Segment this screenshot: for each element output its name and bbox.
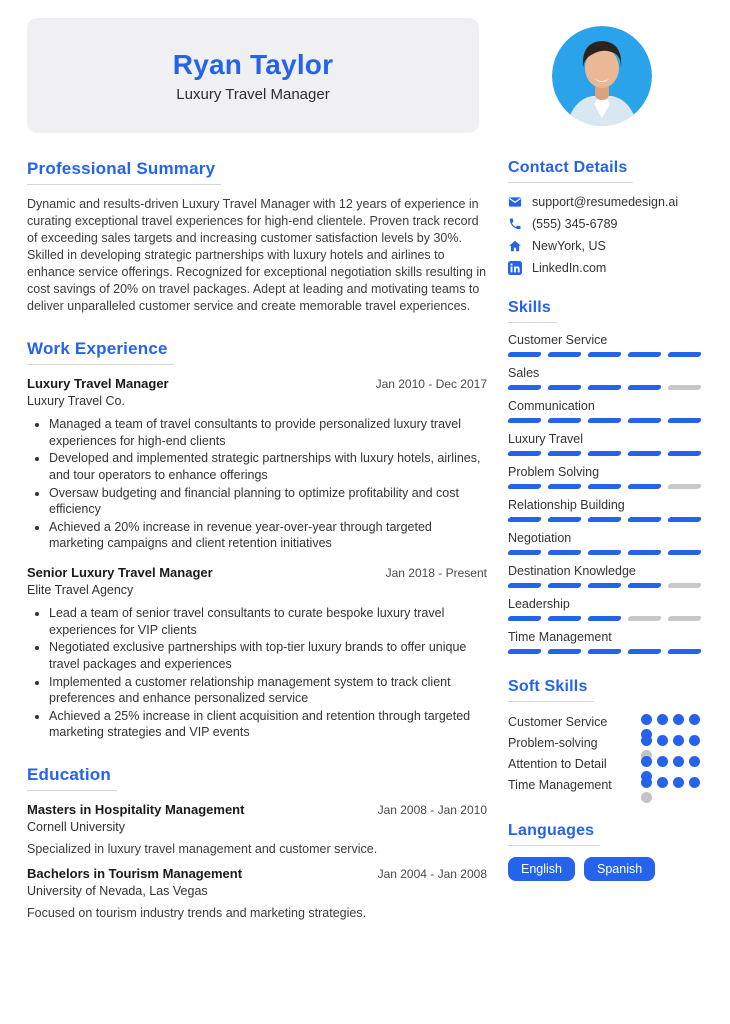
skill-level-meter xyxy=(508,583,703,588)
name-card xyxy=(27,18,479,133)
contact-row-linkedin xyxy=(508,261,703,275)
experience-heading: Work Experience xyxy=(27,339,174,365)
skill-name: Sales xyxy=(508,366,540,380)
skill-name: Negotiation xyxy=(508,531,572,545)
jobs-list xyxy=(27,376,487,741)
soft-skill-dots-meter xyxy=(641,714,703,735)
job-bullet: • Lead a team of senior travel consultants to curate bespoke luxury travel experiences for VIP clients xyxy=(49,605,487,638)
seg-filled xyxy=(587,550,622,555)
seg-filled xyxy=(507,550,542,555)
job-title: Senior Luxury Travel Manager xyxy=(27,565,213,580)
seg-filled xyxy=(547,517,582,522)
seg-filled xyxy=(587,451,622,456)
education-title-row xyxy=(27,802,487,817)
seg-filled xyxy=(507,418,542,423)
skill-level-meter xyxy=(508,418,703,423)
seg-filled xyxy=(627,418,662,423)
section-languages xyxy=(508,822,703,881)
seg-filled xyxy=(587,352,622,357)
skill-row xyxy=(508,630,703,654)
school-name: Cornell University xyxy=(27,820,125,834)
job-title-row xyxy=(27,376,487,391)
email-icon xyxy=(508,195,522,209)
education-title-row xyxy=(27,866,487,881)
seg-filled xyxy=(587,583,622,588)
seg-filled xyxy=(667,517,702,522)
contact-heading: Contact Details xyxy=(508,159,633,183)
education-dates: Jan 2004 - Jan 2008 xyxy=(377,867,487,881)
job-title: Luxury Travel Manager xyxy=(27,376,169,391)
seg-filled xyxy=(587,385,622,390)
seg-filled xyxy=(627,352,662,357)
sidebar-column xyxy=(508,159,703,944)
skill-name: Leadership xyxy=(508,597,570,611)
job-dates: Jan 2010 - Dec 2017 xyxy=(375,377,487,391)
seg-empty xyxy=(667,583,702,588)
seg-filled xyxy=(507,616,542,621)
job-company: Elite Travel Agency xyxy=(27,583,134,597)
seg-filled xyxy=(667,550,702,555)
seg-filled xyxy=(627,484,662,489)
education-dates: Jan 2008 - Jan 2010 xyxy=(377,803,487,817)
skill-level-meter xyxy=(508,517,703,522)
seg-empty xyxy=(667,484,702,489)
contact-list xyxy=(508,195,703,275)
seg-filled xyxy=(587,418,622,423)
dot-filled xyxy=(689,756,700,767)
section-contact-details xyxy=(508,159,703,275)
seg-filled xyxy=(547,649,582,654)
school-name: University of Nevada, Las Vegas xyxy=(27,884,208,898)
languages-heading: Languages xyxy=(508,822,600,846)
contact-email: support@resumedesign.ai xyxy=(532,195,679,209)
soft-skill-dots-meter xyxy=(641,735,703,756)
seg-filled xyxy=(547,583,582,588)
skill-row xyxy=(508,498,703,522)
skill-level-meter xyxy=(508,484,703,489)
job-bullet: • Oversaw budgeting and financial planning to optimize profitability and cost efficiency xyxy=(49,485,487,518)
soft-skill-name: Problem-solving xyxy=(508,736,598,750)
resume-header xyxy=(27,18,703,133)
seg-filled xyxy=(507,484,542,489)
skill-level-meter xyxy=(508,352,703,357)
soft-skills-list xyxy=(508,714,703,798)
seg-filled xyxy=(627,385,662,390)
dot-filled xyxy=(689,777,700,788)
dot-filled xyxy=(689,735,700,746)
dot-filled xyxy=(641,735,652,746)
seg-filled xyxy=(587,649,622,654)
summary-text: Dynamic and results-driven Luxury Travel Manager with 12 years of experience in curating exceptional travel experiences for high-end clientele. Proven track record of exceeding sales targets and increasing customer satisfaction levels by 30%. Skilled in developing strategic partnerships with luxury hotels and airlines to enhance service offerings. Recognized for exceptional negotiation skills resulting in cost savings of 20% on travel packages. Adept at leading and motivating teams to deliver unparalleled customer service and create memorable travel experiences. xyxy=(27,197,487,313)
language-badge: English xyxy=(508,857,575,881)
seg-filled xyxy=(507,385,542,390)
skill-row xyxy=(508,432,703,456)
seg-filled xyxy=(627,583,662,588)
contact-row-location xyxy=(508,239,703,253)
job-bullet: • Negotiated exclusive partnerships with top-tier luxury brands to offer unique travel packages and experiences xyxy=(49,639,487,672)
seg-empty xyxy=(667,616,702,621)
job-entry xyxy=(27,376,487,552)
skill-level-meter xyxy=(508,616,703,621)
seg-filled xyxy=(627,451,662,456)
job-entry xyxy=(27,565,487,741)
education-note: Focused on tourism industry trends and marketing strategies. xyxy=(27,906,367,920)
dot-filled xyxy=(673,714,684,725)
section-soft-skills xyxy=(508,678,703,798)
dot-filled xyxy=(641,756,652,767)
dot-filled xyxy=(673,735,684,746)
skill-row xyxy=(508,333,703,357)
seg-filled xyxy=(627,649,662,654)
seg-filled xyxy=(667,649,702,654)
section-professional-summary xyxy=(27,159,487,315)
skill-level-meter xyxy=(508,385,703,390)
dot-filled xyxy=(657,714,668,725)
skills-list xyxy=(508,333,703,654)
skill-name: Destination Knowledge xyxy=(508,564,636,578)
job-title-row xyxy=(27,565,487,580)
contact-phone: (555) 345-6789 xyxy=(532,217,618,231)
skill-level-meter xyxy=(508,451,703,456)
job-dates: Jan 2018 - Present xyxy=(385,566,487,580)
profile-photo-illustration xyxy=(552,26,652,126)
education-note: Specialized in luxury travel management and customer service. xyxy=(27,842,378,856)
soft-skill-name: Attention to Detail xyxy=(508,757,607,771)
seg-filled xyxy=(627,550,662,555)
seg-filled xyxy=(507,517,542,522)
seg-filled xyxy=(627,517,662,522)
seg-filled xyxy=(547,352,582,357)
dot-filled xyxy=(641,777,652,788)
job-bullet: • Implemented a customer relationship management system to track client preferences and enhance personalized service xyxy=(49,674,487,707)
profile-photo xyxy=(552,26,652,126)
skill-row xyxy=(508,531,703,555)
photo-container xyxy=(500,18,703,133)
skill-name: Communication xyxy=(508,399,595,413)
section-skills xyxy=(508,299,703,654)
skill-name: Time Management xyxy=(508,630,612,644)
education-list xyxy=(27,802,487,920)
degree-title: Bachelors in Tourism Management xyxy=(27,866,243,881)
candidate-job-title: Luxury Travel Manager xyxy=(176,85,330,103)
contact-location: NewYork, US xyxy=(532,239,606,253)
seg-filled xyxy=(667,352,702,357)
job-bullet: • Achieved a 20% increase in revenue year-over-year through targeted marketing campaigns and client retention initiatives xyxy=(49,519,487,552)
linkedin-icon xyxy=(508,261,522,275)
languages-list xyxy=(508,857,703,881)
degree-title: Masters in Hospitality Management xyxy=(27,802,245,817)
education-entry xyxy=(27,802,487,856)
job-bullets xyxy=(27,605,487,741)
seg-filled xyxy=(507,649,542,654)
seg-filled xyxy=(547,550,582,555)
skill-name: Relationship Building xyxy=(508,498,625,512)
soft-skill-dots-meter xyxy=(641,777,703,798)
dot-filled xyxy=(673,777,684,788)
seg-filled xyxy=(547,484,582,489)
seg-filled xyxy=(667,418,702,423)
contact-row-phone xyxy=(508,217,703,231)
dot-filled xyxy=(657,735,668,746)
soft-skill-row xyxy=(508,756,703,777)
dot-filled xyxy=(641,714,652,725)
soft-skill-row xyxy=(508,777,703,798)
skill-row xyxy=(508,366,703,390)
job-bullet: • Achieved a 25% increase in client acquisition and retention through targeted marketing strategies and VIP events xyxy=(49,708,487,741)
soft-skills-heading: Soft Skills xyxy=(508,678,594,702)
phone-icon xyxy=(508,217,522,231)
skill-level-meter xyxy=(508,649,703,654)
seg-filled xyxy=(587,517,622,522)
soft-skill-row xyxy=(508,714,703,735)
seg-filled xyxy=(547,451,582,456)
skill-row xyxy=(508,399,703,423)
seg-filled xyxy=(667,451,702,456)
home-icon xyxy=(508,239,522,253)
skill-name: Problem Solving xyxy=(508,465,600,479)
soft-skill-name: Customer Service xyxy=(508,715,608,729)
seg-filled xyxy=(587,484,622,489)
resume-body xyxy=(27,159,703,944)
skills-heading: Skills xyxy=(508,299,557,323)
job-bullet: • Managed a team of travel consultants to provide personalized luxury travel experiences for high-end clients xyxy=(49,416,487,449)
contact-linkedin: LinkedIn.com xyxy=(532,261,607,275)
education-heading: Education xyxy=(27,765,117,791)
soft-skill-dots-meter xyxy=(641,756,703,777)
contact-row-email xyxy=(508,195,703,209)
skill-row xyxy=(508,564,703,588)
dot-filled xyxy=(657,756,668,767)
seg-empty xyxy=(667,385,702,390)
skill-row xyxy=(508,465,703,489)
main-column xyxy=(27,159,487,944)
dot-filled xyxy=(657,777,668,788)
summary-heading: Professional Summary xyxy=(27,159,221,185)
seg-filled xyxy=(547,418,582,423)
skill-level-meter xyxy=(508,550,703,555)
seg-filled xyxy=(507,451,542,456)
dot-filled xyxy=(689,714,700,725)
skill-name: Luxury Travel xyxy=(508,432,584,446)
skill-row xyxy=(508,597,703,621)
job-bullet: • Developed and implemented strategic partnerships with luxury hotels, airlines, and tour operators to enhance offerings xyxy=(49,450,487,483)
seg-filled xyxy=(507,583,542,588)
seg-filled xyxy=(547,616,582,621)
education-entry xyxy=(27,866,487,920)
dot-filled xyxy=(673,756,684,767)
seg-filled xyxy=(547,385,582,390)
job-bullets xyxy=(27,416,487,552)
seg-empty xyxy=(627,616,662,621)
job-company: Luxury Travel Co. xyxy=(27,394,125,408)
candidate-name: Ryan Taylor xyxy=(172,48,334,80)
seg-filled xyxy=(587,616,622,621)
dot-empty xyxy=(641,792,652,803)
section-work-experience xyxy=(27,339,487,741)
soft-skill-row xyxy=(508,735,703,756)
skill-name: Customer Service xyxy=(508,333,608,347)
language-badge: Spanish xyxy=(584,857,655,881)
soft-skill-name: Time Management xyxy=(508,778,612,792)
section-education xyxy=(27,765,487,920)
seg-filled xyxy=(507,352,542,357)
